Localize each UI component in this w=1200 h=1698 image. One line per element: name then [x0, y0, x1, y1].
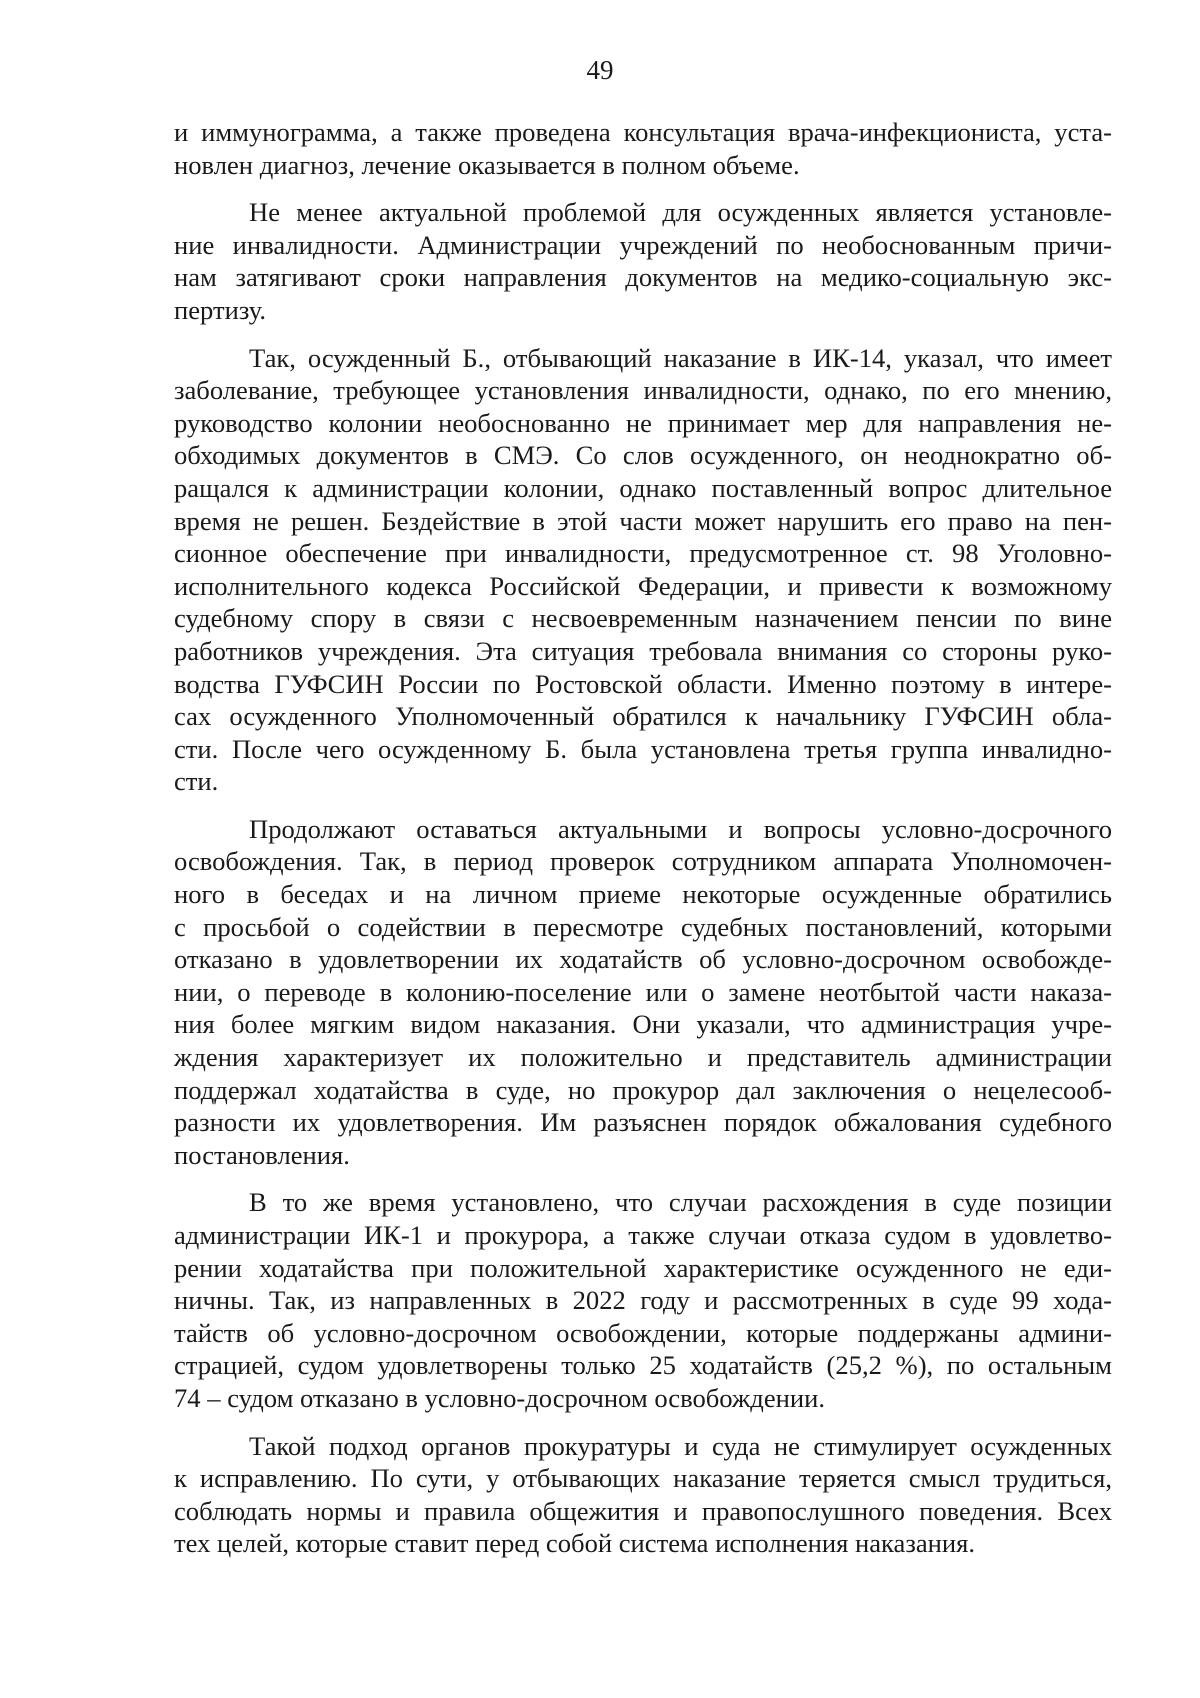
- text-line: руководство колонии необоснованно не принимает мер для направления не-: [174, 407, 1112, 438]
- paragraph: [174, 116, 1112, 181]
- text-line: администрации ИК-1 и прокурора, а также случаи отказа судом в удовлетво-: [174, 1220, 1112, 1250]
- text-line: нам затягивают сроки направления документов на медико-социальную экс-: [174, 262, 1112, 293]
- paragraph: [174, 196, 1112, 326]
- text-line: освобождения. Так, в период проверок сотрудником аппарата Уполномочен-: [174, 846, 1112, 877]
- text-line: ного в беседах и на личном приеме некоторые осужденные обратились: [174, 879, 1112, 910]
- text-line: заболевание, требующее установления инвалидности, однако, по его мнению,: [174, 375, 1112, 406]
- text-line: пертизу.: [174, 294, 267, 325]
- text-line: судебному спору в связи с несвоевременным назначением пенсии по вине: [174, 603, 1112, 634]
- text-line: обходимых документов в СМЭ. Со слов осужденного, он неоднократно об-: [174, 440, 1112, 471]
- body-text: [174, 116, 1112, 1575]
- text-line: Так, осужденный Б., отбывающий наказание в ИК-14, указал, что имеет: [249, 342, 1112, 373]
- text-line: отказано в удовлетворении их ходатайств об условно-досрочном освобожде-: [174, 944, 1112, 975]
- text-line: водства ГУФСИН России по Ростовской области. Именно поэтому в интере-: [174, 668, 1112, 699]
- text-line: ращался к администрации колонии, однако поставленный вопрос длительное: [174, 472, 1112, 503]
- text-line: работников учреждения. Эта ситуация требовала внимания со стороны руко-: [174, 635, 1112, 666]
- text-line: ничны. Так, из направленных в 2022 году и рассмотренных в суде 99 хода-: [174, 1285, 1112, 1316]
- text-line: ждения характеризует их положительно и представитель администрации: [174, 1042, 1112, 1073]
- paragraph: [174, 1430, 1112, 1560]
- text-line: сионное обеспечение при инвалидности, предусмотренное ст. 98 Уголовно-: [174, 538, 1112, 569]
- text-line: страцией, судом удовлетворены только 25 ходатайств (25,2 %), по остальным: [174, 1350, 1112, 1381]
- text-line: нии, о переводе в колонию-поселение или о замене неотбытой части наказа-: [174, 976, 1112, 1007]
- text-line: В то же время установлено, что случаи расхождения в суде позиции: [249, 1187, 1112, 1218]
- text-line: соблюдать нормы и правила общежития и правопослушного поведения. Всех: [174, 1495, 1112, 1526]
- text-line: постановления.: [174, 1139, 350, 1170]
- text-line: к исправлению. По сути, у отбывающих наказание теряется смысл трудиться,: [174, 1463, 1112, 1494]
- text-line: сти. После чего осужденному Б. была установлена третья группа инвалидно-: [174, 733, 1112, 764]
- text-line: Продолжают оставаться актуальными и вопросы условно-досрочного: [249, 813, 1112, 844]
- text-line: сти.: [174, 766, 219, 797]
- text-line: поддержал ходатайства в суде, но прокурор дал заключения о нецелесооб-: [174, 1074, 1112, 1105]
- text-line: рении ходатайства при положительной характеристике осужденного не еди-: [174, 1252, 1112, 1283]
- text-line: 74 – судом отказано в условно-досрочном освобождении.: [174, 1382, 825, 1413]
- paragraph: [174, 1186, 1112, 1414]
- text-line: новлен диагноз, лечение оказывается в полном объеме.: [174, 149, 800, 180]
- page-number: 49: [586, 55, 614, 85]
- text-line: время не решен. Бездействие в этой части может нарушить его право на пен-: [174, 505, 1112, 536]
- text-line: ние инвалидности. Администрации учреждений по необоснованным причи-: [174, 229, 1112, 260]
- text-line: с просьбой о содействии в пересмотре судебных постановлений, которыми: [174, 911, 1112, 942]
- text-line: ния более мягким видом наказания. Они указали, что администрация учре-: [174, 1009, 1112, 1040]
- text-line: исполнительного кодекса Российской Федерации, и привести к возможному: [174, 570, 1112, 601]
- text-line: и иммунограмма, а также проведена консультация врача-инфекциониста, уста-: [174, 117, 1112, 147]
- text-line: тех целей, которые ставит перед собой система исполнения наказания.: [174, 1528, 975, 1559]
- text-line: тайств об условно-досрочном освобождении, которые поддержаны админи-: [174, 1317, 1112, 1348]
- text-line: сах осужденного Уполномоченный обратился к начальнику ГУФСИН обла-: [174, 701, 1112, 732]
- text-line: Такой подход органов прокуратуры и суда не стимулирует осужденных: [249, 1430, 1112, 1461]
- text-line: Не менее актуальной проблемой для осужденных является установле-: [249, 197, 1112, 228]
- paragraph: [174, 813, 1112, 1172]
- text-line: разности их удовлетворения. Им разъяснен порядок обжалования судебного: [174, 1107, 1112, 1138]
- paragraph: [174, 342, 1112, 798]
